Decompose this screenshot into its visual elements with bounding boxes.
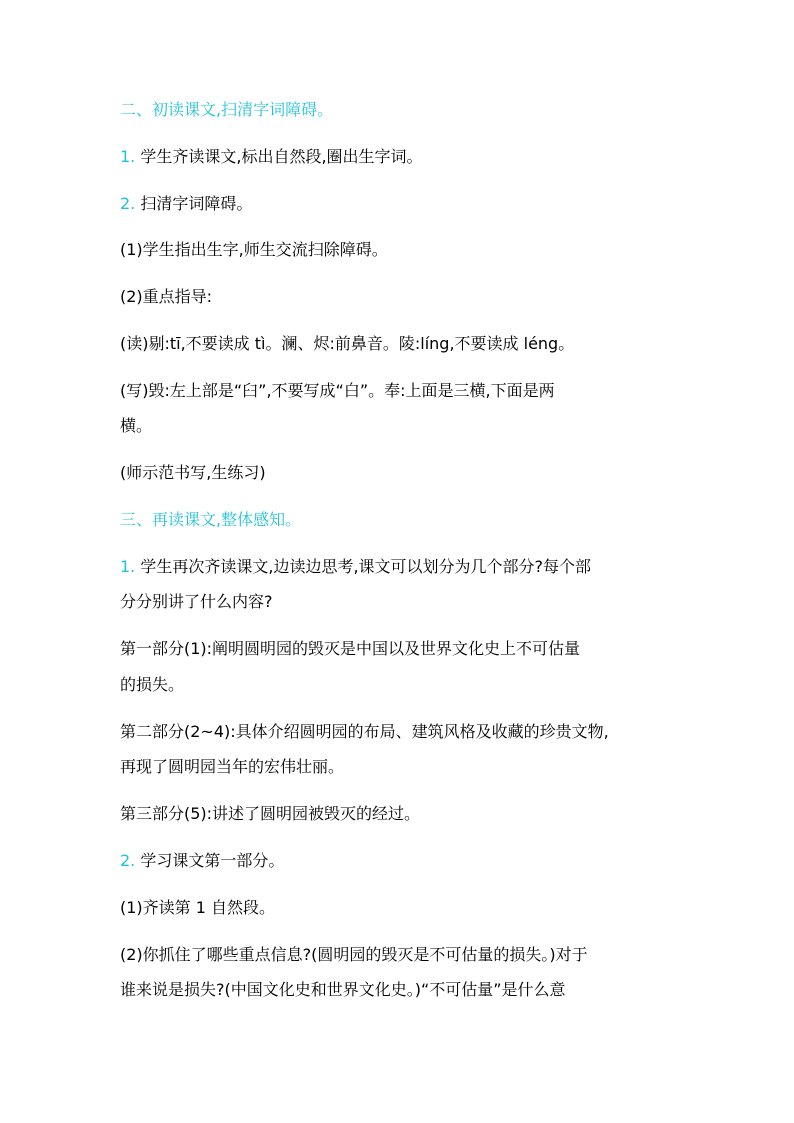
paragraph-7: (师示范书写,生练习) <box>120 463 266 482</box>
list-number: 2. <box>120 851 136 870</box>
paragraph-14-line-2: 谁来说是损失?(中国文化史和世界文化史。)“不可估量”是什么意 <box>120 980 566 999</box>
list-number: 1. <box>120 147 136 166</box>
paragraph-6-line-2: 横。 <box>120 416 153 435</box>
section-heading-3: 三、再读课文,整体感知。 <box>120 510 302 529</box>
paragraph-13: (1)齐读第 1 自然段。 <box>120 898 276 917</box>
paragraph-text: 学生齐读课文,标出自然段,圈出生字词。 <box>135 147 423 166</box>
paragraph-11: 第三部分(5):讲述了圆明园被毁灭的经过。 <box>120 804 421 823</box>
list-number: 2. <box>120 194 136 213</box>
paragraph-10-line-2: 再现了圆明园当年的宏伟壮丽。 <box>120 757 345 776</box>
paragraph-10-line-1: 第二部分(2~4):具体介绍圆明园的布局、建筑风格及收藏的珍贵文物, <box>120 722 609 741</box>
paragraph-14-line-1: (2)你抓住了哪些重点信息?(圆明园的毁灭是不可估量的损失。)对于 <box>120 945 588 964</box>
paragraph-6-line-1: (写)毁:左上部是“臼”,不要写成“白”。奉:上面是三横,下面是两 <box>120 381 555 400</box>
paragraph-9-line-1: 第一部分(1):阐明圆明园的毁灭是中国以及世界文化史上不可估量 <box>120 639 581 658</box>
paragraph-3: (1)学生指出生字,师生交流扫除障碍。 <box>120 240 388 259</box>
paragraph-5: (读)剔:tī,不要读成 tì。澜、烬:前鼻音。陵:líng,不要读成 léng。 <box>120 334 575 353</box>
paragraph-8-line-2: 分分别讲了什么内容? <box>120 592 273 611</box>
paragraph-4: (2)重点指导: <box>120 287 213 306</box>
paragraph-1 <box>120 147 423 167</box>
section-heading-2: 二、初读课文,扫清字词障碍。 <box>120 100 334 119</box>
paragraph-9-line-2: 的损失。 <box>120 675 185 694</box>
list-number: 1. <box>120 557 136 576</box>
paragraph-12 <box>120 851 284 871</box>
paragraph-text: 学习课文第一部分。 <box>135 851 285 870</box>
paragraph-8-line-1 <box>120 557 591 577</box>
paragraph-text: 学生再次齐读课文,边读边思考,课文可以划分为几个部分?每个部 <box>135 557 592 576</box>
paragraph-2 <box>120 194 252 214</box>
paragraph-text: 扫清字词障碍。 <box>135 194 253 213</box>
